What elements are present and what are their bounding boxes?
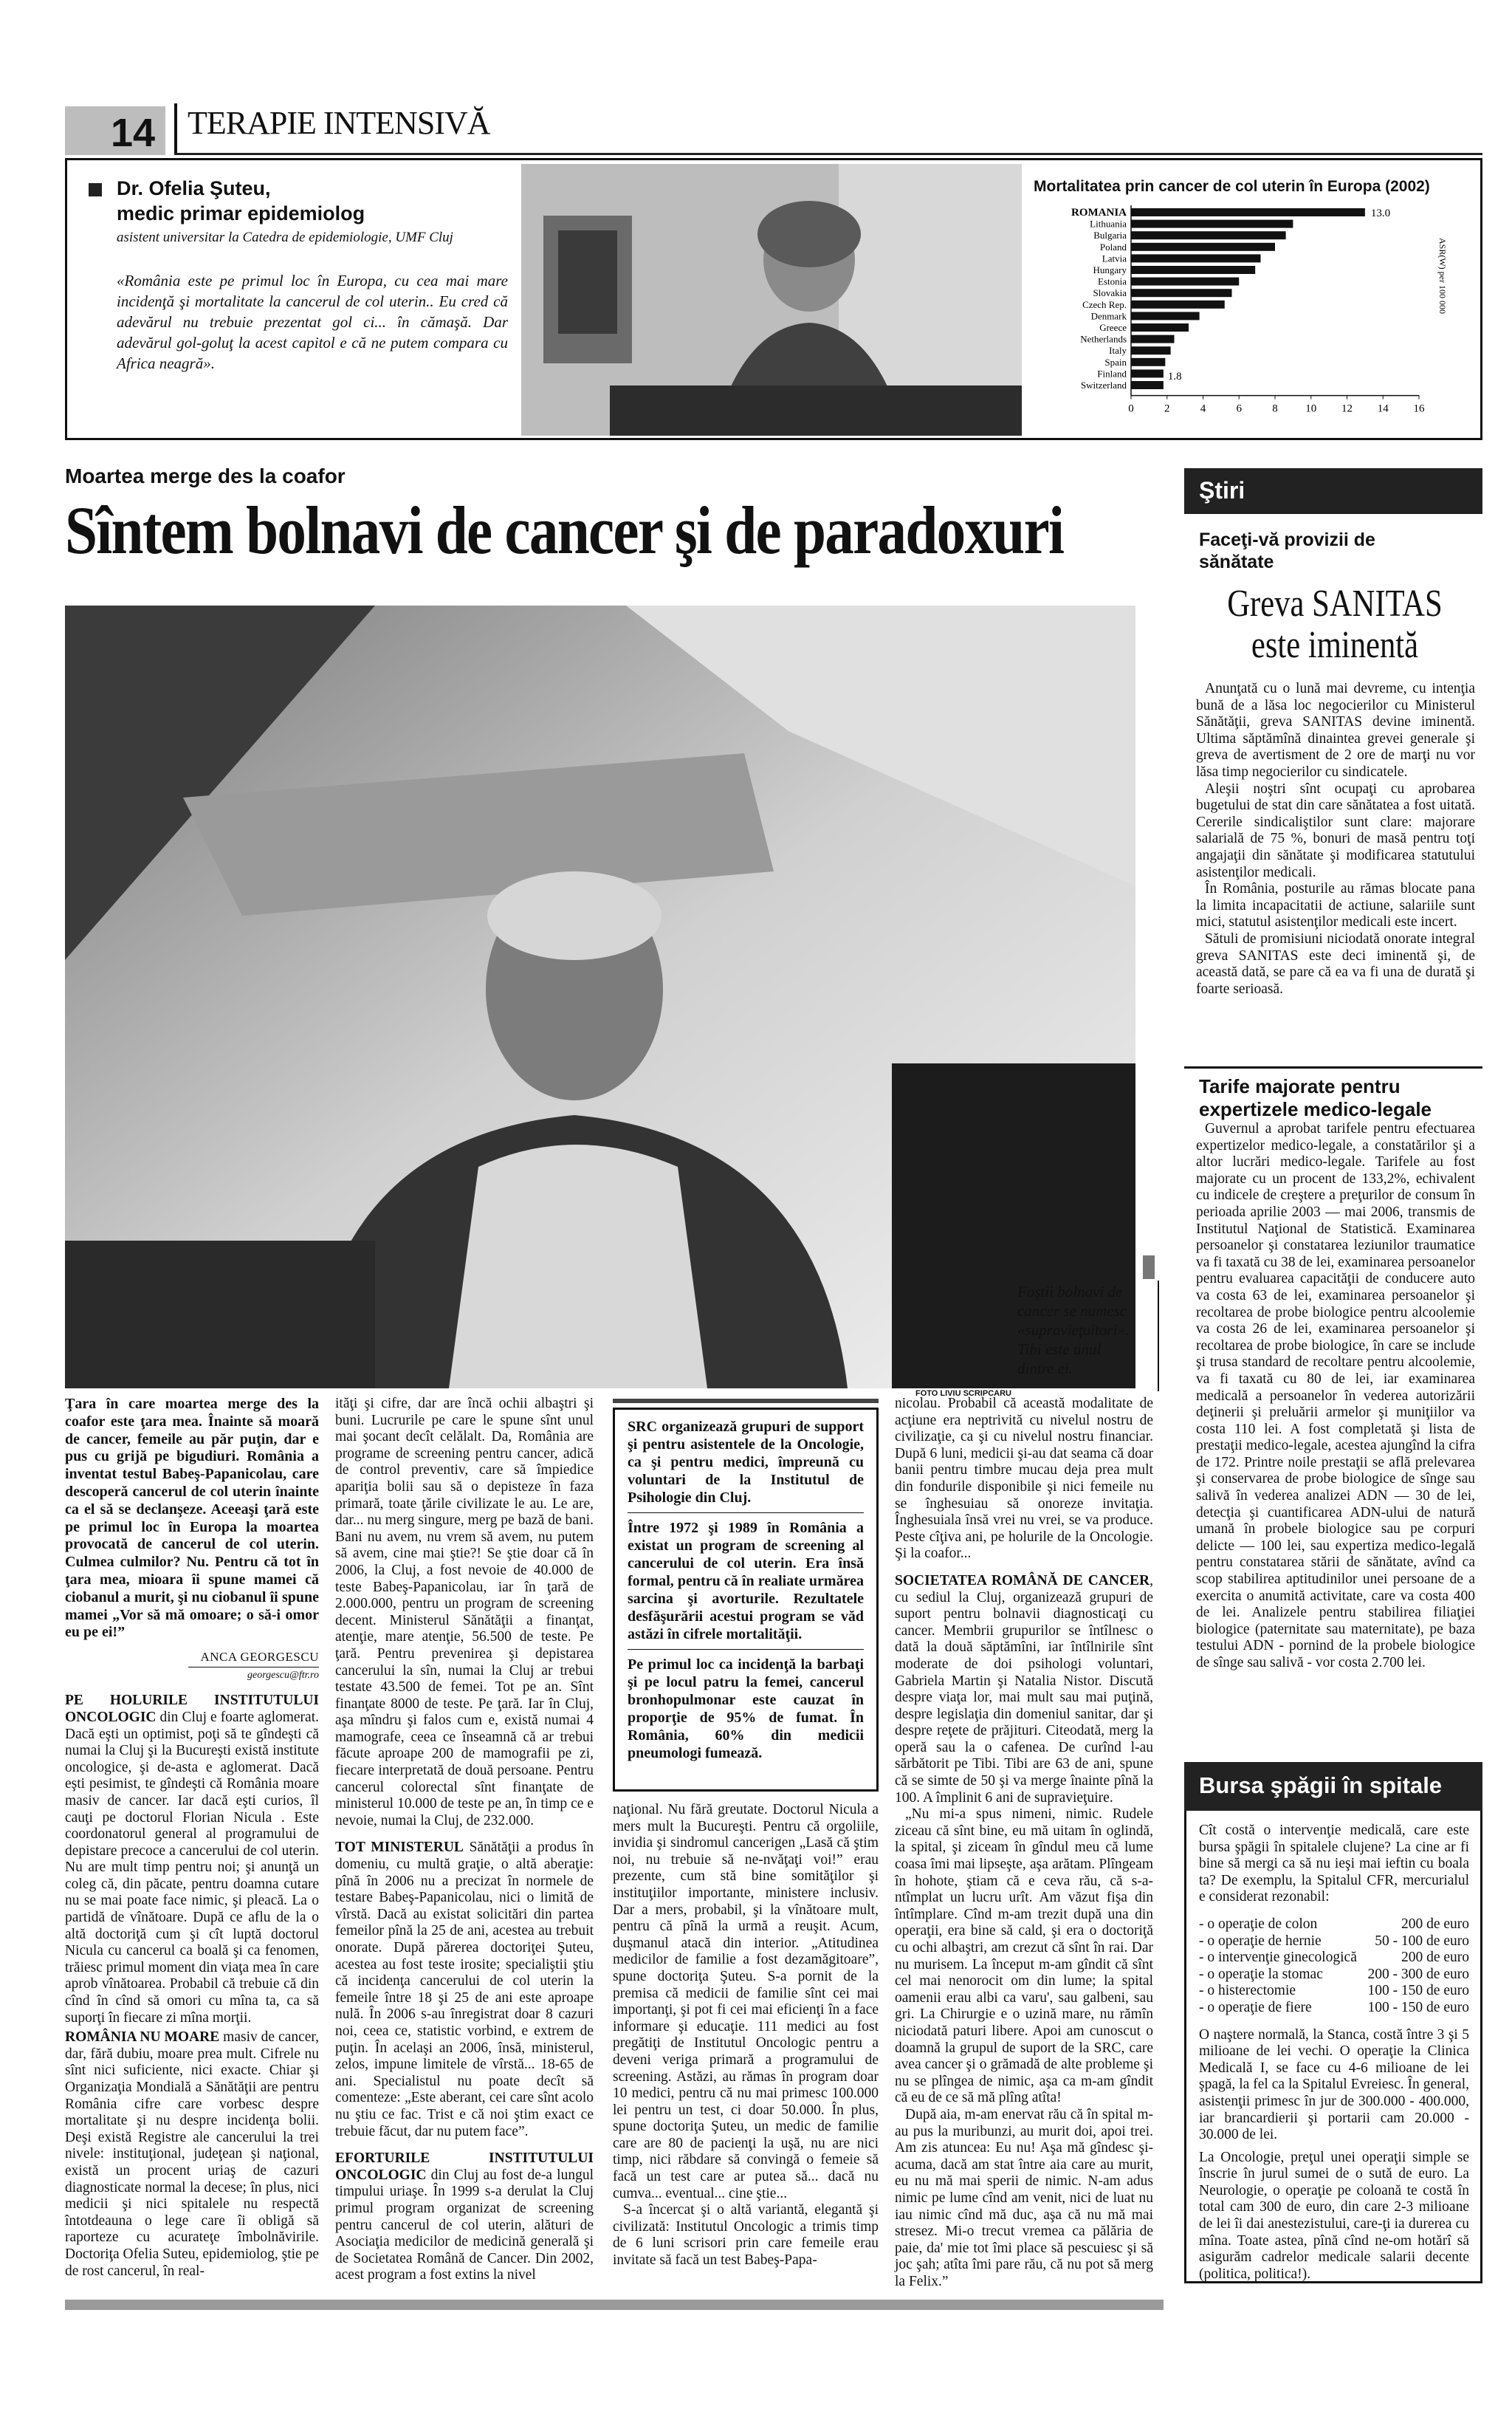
- news2-title: Tarife majorate pentru expertizele medico-legale: [1199, 1075, 1432, 1120]
- chart-bar: [1131, 278, 1239, 286]
- chart-category-label: Lithuania: [1090, 218, 1127, 230]
- chart-category-label: Spain: [1104, 356, 1127, 368]
- facts-box-content: [628, 1418, 864, 1762]
- caption-box: [1135, 1281, 1159, 1391]
- bursa-item: - o operaţie de colon: [1199, 1916, 1318, 1932]
- bursa-price-row: [1199, 1983, 1469, 2000]
- col4-para-3: „Nu mi-a spus nimeni, nimic. Rudele ziceau că sînt bine, eu mă uitam în oglindă, la spital, şi ziceam în gîndul meu că lume coasa îmi mai lipseşte, aşa arătam. Plîngeam în hohote, ştiam că e ceva rău, că s-a-ntîmplat un lucru urît. Am văzut fişa din întîmplare. Cînd m-am trezit după una din operaţii, era bine să cald, şi era o doctoriţă cu ochi albaştri, am crezut că sînt în rai. Dar nu murisem. La început m-am gîndit că sînt cel mai nenorocit om din lume; la spital oamenii erau albi ca varu', sau galbeni, sau gri. La Chirurgie e o uzină mare, nu rămîn niciodată paturi libere. Apoi am cunoscut o doamnă la grupul de suport de la SRC, care avea cancer şi o grămadă de alte probleme şi nu se plîngea de nimic, aşa ca m-am gîndit că eu de ce să mă plîng atîta!: [895, 1806, 1153, 2106]
- chart-bar: [1131, 254, 1261, 262]
- photo-caption: Foştii bolnavi de cancer se numesc «supravieţuitori». Tibi este unul dintre ei.: [1017, 1283, 1130, 1377]
- chart-category-label: Finland: [1097, 368, 1127, 380]
- chart-bar: [1131, 312, 1200, 320]
- chart-bar: [1131, 381, 1164, 389]
- chart-category-label: Poland: [1099, 241, 1127, 253]
- article-col-2: [335, 1396, 594, 2284]
- chart-value-label: 1.8: [1167, 371, 1182, 383]
- article-headline: Sîntem bolnavi de cancer şi de paradoxuri: [65, 493, 1064, 568]
- chart-category-label: Slovakia: [1093, 287, 1127, 299]
- main-photo-illustration: [65, 606, 1135, 1388]
- top-box-marker: [89, 183, 102, 196]
- bursa-price-row: [1199, 1967, 1469, 1984]
- sidebar-section-title: Ştiri: [1199, 477, 1245, 504]
- chart-category-label: Greece: [1099, 322, 1127, 333]
- byline: [65, 1649, 319, 1684]
- news2-body: [1196, 1121, 1475, 1672]
- bursa-price: 100 - 150 de euro: [1367, 1983, 1469, 1999]
- bursa-para-1: O naştere normală, la Stanca, costă între 3 şi 5 milioane de lei vechi. O operaţie la Clinica Medicală I, se face cu 4-6 milioane de lei şpagă, la fel ca la Spitalul Evreiesc. În general, asistenţii primesc în jur de 300.000 - 400.000, iar brancardierii şi portarii cam 20.000 - 30.000 de lei.: [1199, 2026, 1469, 2143]
- article-lead: Ţara în care moartea merge des la coafor este ţara mea. Înainte să moară de cancer, femeile au păr puţin, dar e pus cu grijă pe bigudiuri. România a inventat testul Babeş-Papanicolau, care descoperă cancerul de col uterin înainte ca el să se declanşeze. Aceeaşi ţară este pe primul loc în Europa la moartea provocată de cancerul de col uterin. Culmea culmilor? Nu. Pentru că tot în ţara mea, mioara îi spune mamei că ciobanul a murit, şi nu ciobanul îi spune mamei „Vor să mă omoare; o să-i omor eu pe ei!”: [65, 1396, 319, 1641]
- news1-para-2: Aleşii noştri sînt ocupaţi cu aprobarea bugetului de stat din care sănătatea a fost uitată. Cererile sindicaliştilor sunt clare: majorare salarială de 75 %, bonuri de masă pentru toţi angajaţii din sănătate şi modificarea statutului asistenţilor medicali.: [1196, 781, 1475, 880]
- author-name: ANCA GEORGESCU: [200, 1650, 319, 1665]
- chart-bar: [1131, 220, 1293, 228]
- chart-y-axis-label: ASR(W) per 100 000: [1437, 238, 1448, 314]
- col2-para-2: TOT MINISTERUL Sănătăţii a produs în domeniu, cu multă graţie, o altă aberaţie: pînă în 2006 nu a precizat în normele de testare Babeş-Papanicolau, nici o limită de vîrstă. Dacă au existat solicitări din partea femeilor pînă la 25 de ani, acestea au trebuit onorate. După părerea doctoriţei Şuteu, acestea au fost teste irosite; specialiştii ştiu că incidenţa cancerului de col uterin la femeile între 18 şi 25 de ani este aproape nulă. În 2006 s-au înregistrat doar 8 cazuri noi, ceea ce, statistic vorbind, e extrem de puţin. În acelaşi an 2006, însă, ministerul, zelos, impune limitele de vîrstă... 18-65 de ani. Specialistul nu poate decît să comenteze: „Este aberant, cei care sînt acolo nu ştiu ce fac. Trist e că noi ştim exact ce trebuie făcut, dar nu putem face”.: [335, 1840, 594, 2139]
- chart-bar: [1131, 335, 1175, 343]
- chart-bar: [1131, 358, 1165, 366]
- news1-kicker: Faceţi-vă provizii de sănătate: [1199, 529, 1375, 572]
- news1-body: [1196, 681, 1475, 998]
- col4-para-4: După aia, m-am enervat rău că în spital m-au pus la muribunzi, au murit doi, apoi trei. Am zis atunceа: Eu nu! Aşa mă gîndesc şi-acuma, dacă am stat între aia care au murit, eu nu mă mai sperii de nimic. N-am adus nimic pe lume cînd am venit, nici de luat nu iau nimic cînd mă duc, aşa că nu mă mai stresez. Mi-o trecut vremea ca pălăria de paie, da' mie tot îmi place să pescuiesc şi să joc şah; atîta îmi pare rău, că nu pot să merg la Felix.”: [895, 2106, 1153, 2289]
- facts-box-marker: [613, 1399, 879, 1403]
- chart-bar: [1131, 369, 1164, 377]
- chart-category-label: ROMANIA: [1071, 207, 1127, 219]
- chart-tick-label: 4: [1200, 402, 1206, 415]
- chart-title: Mortalitatea prin cancer de col uterin în Europa (2002): [1034, 178, 1430, 195]
- bursa-price-row: [1199, 1933, 1469, 1950]
- chart-category-label: Switzerland: [1080, 380, 1127, 391]
- col4-para-1: nicolau. Probabil că această modalitate de acţiune era neptrivită cu nivelul nostru de civilizaţie, ca şi cu nivelul nostru financiar. După 6 luni, medicii şi-au dat seama că doar banii pentru timbre mucau deja prea mult din fondurile disponibile şi nici femeile nu se înghesuiau să onoreze invitaţia. Înghesuiala însă vrei nu vrei, se va produce. Peste cîţiva ani, pe holurile de la Oncologie. Şi la coafor...: [895, 1396, 1153, 1562]
- bursa-item: - o operaţie de hernie: [1199, 1933, 1322, 1949]
- fact-1: SRC organizează grupuri de support şi pentru asistentele de la Oncologie, ca şi pentru medici, împreună cu voluntari de la Institutul de Psihologie din Cluj.: [628, 1419, 864, 1506]
- chart-bar: [1131, 266, 1255, 274]
- bursa-item: - o intervenţie ginecologică: [1199, 1950, 1357, 1966]
- news1-title: Greva SANITAS este iminentă: [1227, 583, 1443, 666]
- article-col-4: [895, 1396, 1153, 2290]
- chart-tick-label: 12: [1341, 402, 1353, 415]
- bursa-price: 200 - 300 de euro: [1367, 1966, 1469, 1982]
- author-email: georgescu@ftr.ro: [188, 1667, 319, 1684]
- chart-category-label: Hungary: [1093, 264, 1127, 275]
- chart-category-label: Italy: [1109, 345, 1127, 357]
- chart-bar: [1131, 289, 1232, 297]
- chart-bar: [1131, 301, 1225, 309]
- expert-photo-illustration: [521, 164, 1022, 436]
- expert-role: medic primar epidemiolog: [117, 202, 365, 224]
- header-rule: [174, 153, 1482, 155]
- expert-photo: [521, 164, 1022, 436]
- section-title: TERAPIE INTENSIVĂ: [188, 105, 490, 141]
- bursa-price: 100 - 150 de euro: [1367, 1999, 1469, 2015]
- chart-category-label: Latvia: [1102, 253, 1127, 264]
- chart-tick-label: 8: [1272, 402, 1278, 415]
- mortality-chart: [1034, 199, 1477, 436]
- fact-3: Pe primul loc ca incidenţă la barbaţi şi pe locul patru la femei, cancerul bronhopulmonar este cauzat în proporţie de 95% de fumat. În România, 60% din medicii pneumologi fumează.: [628, 1656, 864, 1761]
- article-col-1: [65, 1396, 319, 2280]
- bursa-price: 200 de euro: [1401, 1916, 1469, 1932]
- col1-para-2: ROMÂNIA NU MOARE masiv de cancer, dar, fără dubiu, moare prea mult. Cifrele nu sînt nici suficiente, nici exacte. Chiar şi Organizaţia Mondială a Sănătăţii are pentru România cifre care vorbesc despre mortalitate şi nu despre incidenţa bolii. Deşi există Registre ale cancerului la trei nivele: instituţional, judeţean şi naţional, există un procent uriaş de cazuri diagnosticate normal la decese; în plus, nici medicii şi nici spitalele nu respectă întotdeauna o lege care îi obligă să raporteze cu acurateţe îmbolnăvirile. Doctoriţa Ofelia Suteu, epidemiolog, ştie pe de rost cancerul, în real-: [65, 2029, 319, 2279]
- expert-affiliation: asistent universitar la Catedra de epidemiologie, UMF Cluj: [117, 230, 453, 245]
- photo-credit: FOTO LIVIU SCRIPCARU: [915, 1389, 1011, 1398]
- bursa-para-2: La Oncologie, preţul unei operaţii simple se înscrie în jurul sumei de o sută de euro. La Neurologie, o operaţie pe coloană te costă în total cam 300 de euro, din care 2-3 milioane de lei îi dai anestezistului, care-ţi ia durerea cu mîna. Toate astea, pînă cînd ne-om hotărî să asigurăm cadrelor medicale salarii decente (politica, politica!).: [1199, 2149, 1469, 2282]
- sidebar-divider-1: [1184, 1066, 1482, 1069]
- chart-tick-label: 2: [1164, 402, 1170, 415]
- bottom-rule: [65, 2300, 1164, 2310]
- chart-bar: [1131, 346, 1171, 354]
- news1-para-3: În România, posturile au rămas blocate pana la limita incapacitatii de actiune, salariile sunt mici, statutul asistenţilor medicali este incert.: [1196, 881, 1475, 930]
- bursa-item: - o histerectomie: [1199, 1983, 1296, 1999]
- expert-name: Dr. Ofelia Şuteu,: [117, 177, 271, 199]
- bursa-price-row: [1199, 1950, 1469, 1967]
- header-divider: [174, 103, 177, 155]
- chart-category-label: Bulgaria: [1093, 230, 1127, 241]
- chart-tick-label: 10: [1305, 402, 1317, 415]
- chart-bar: [1131, 323, 1189, 332]
- chart-bar: [1131, 243, 1275, 251]
- article-kicker: Moartea merge des la coafor: [65, 465, 346, 487]
- main-photo: [65, 606, 1135, 1388]
- expert-quote: «România este pe primul loc în Europa, cu cea mai mare incidenţă şi mortalitate la cancerul de col uterin.. Eu cred că adevărul nu trebuie prezentat gol ci... în cămaşă. Dar adevărul gol-goluţ la acest capitol e că ne putem compara cu Africa neagră».: [117, 272, 508, 372]
- chart-bar: [1131, 231, 1286, 239]
- news2-para-1: Guvernul a aprobat tarifele pentru efectuarea expertizelor medico-legale, a constatărilor şi a altor lucrări medico-legale. Tarifele au fost majorate cu un procent de 133,2%, echivalent cu indicele de creştere a preţurilor de consum în perioada aprilie 2003 — mai 2006, transmis de Institutul Naţional de Statistică. Examinarea persoanelor şi constatarea leziunilor traumatice va fi taxată cu 38 de lei, examinarea persoanelor pentru evaluarea capacităţii de conducere auto va costa 63 de lei, examinarea persoanelor şi recoltarea de probe biologice pentru alcoolemie va costa 26 de lei, examinarea persoanelor şi recoltarea de probe biologice, în care se include şi trusa standard de recoltare pentru alcoolemie, va fi taxată cu 80 de lei, iar examinarea medicală a persoanelor în vederea autorizării deţinerii şi preluării armelor şi muniţiilor va costa 110 lei. A fost completată şi lista de prestaţii medico-legale, acestea ajungînd la cifra de 172. Printre noile prestaţii se află prelevarea şi conservarea de probe biologice de sînge sau salivă în vederea analizei ADN — 30 de lei, detecţia şi cuantificarea ADN-ului de natură umană în probele biologice sau pe corpuri delicte — 100 lei, sau expertiza medico-legală pentru constatarea stării de sănătate, avînd ca scop stabilirea aptitudinilor unei persoane de a exercita o anumită activitate, care va costa 400 de lei. Analizele pentru stabilirea filiaţiei biologice (paternitate sau maternitate), pe baza testului ADN - pornind de la probele biologice de sînge sau salivă - vor costa 2.700 lei.: [1196, 1121, 1475, 1670]
- bursa-body: [1199, 1823, 1469, 2283]
- chart-tick-label: 6: [1236, 402, 1242, 415]
- bursa-price-row: [1199, 2000, 1469, 2017]
- bursa-title: Bursa şpăgii în spitale: [1199, 1772, 1443, 1798]
- bursa-price: 200 de euro: [1401, 1950, 1469, 1966]
- article-col-3: [613, 1802, 879, 2269]
- chart-category-label: Estonia: [1098, 275, 1127, 287]
- col4-para-2: SOCIETATEA ROMÂNĂ DE CANCER, cu sediul la Cluj, organizează grupuri de suport pentru bolnavii diagnosticaţi cu cancer. Membrii grupurilor se întîlnesc o dată la două săptămîni, iar întîlnirile sînt moderate de doi psihologi voluntari, Gabriela Martin şi Natalia Nistor. Discută despre viaţa lor, mai mult sau mai puţină, despre legislaţia din domeniul sanitar, dar şi despre reţete de prăjituri. Citeodată, merg la operă sau la o cafenea. De curînd l-au sărbătorit pe Tibi. Tibi are 63 de ani, spune că se simte de 50 şi va merge înainte pînă la 100. A împlinit 6 ani de supravieţuire.: [895, 1572, 1153, 1806]
- col3-para-1: naţional. Nu fără greutate. Doctorul Nicula a mers mult la Bucureşti. Pentru că orgoliile, invidia şi sindromul cancerigen „Lasă că ştim noi, nu trebuie să ne-nvăţaţi voi!” erau prezente, cum stă bine somităţilor şi instituţiilor importante, ministere inclusiv. Dar a mers, probabil, şi la vînătoare mult, pentru că pînă la urmă a reuşit. Acum, duşmanul atacă din interior. „Atitudinea medicilor de familie a fost dezamăgitoare”, spune doctoriţa Şuteu. S-a pornit de la premisa că medicii de familie sînt cei mai importanţi, şi pot fi cei mai eficienţi în a face informare şi educaţie. 111 medici au fost pregătiţi de Institutul Oncologic pentru a deveni veriga primară a programului de screening. Astăzi, au rămas în program doar 10 medici, pentru că nu mai primesc 100.000 lei pentru un test, ci doar 50.000. În plus, spune doctoriţa Şuteu, un medic de familie care are 80 de pacienţi la uşă, nu are nici timp, nici răbdare să convingă o femeie să facă un test care ar putea să... dacă nu cumva... eventual... cine ştie...: [613, 1802, 879, 2201]
- bursa-item: - o operaţie de fiere: [1199, 1999, 1312, 2015]
- page-number: 14: [111, 111, 156, 155]
- chart-category-label: Netherlands: [1080, 333, 1127, 345]
- col2-para-3: EFORTURILE INSTITUTULUI ONCOLOGIC din Cluj au fost de-a lungul timpului uriaşe. În 1999 s-a derulat la Cluj primul program organizat de screening pentru cancerul de col uterin, alături de Asociaţia medicilor de medicină generală şi de Societatea Română de Cancer. Din 2002, acest program a fost extins la nivel: [335, 2150, 594, 2283]
- chart-bar: [1131, 208, 1365, 216]
- news1-para-4: Sătuli de promisiuni niciodată onorate integral greva SANITAS este deci iminentă şi, de această dată, se pare că ea va fi una de durată şi foarte serioasă.: [1196, 930, 1475, 997]
- chart-value-label: 13.0: [1370, 208, 1391, 219]
- bursa-item: - o operaţie la stomac: [1199, 1966, 1323, 1982]
- bursa-price-list: [1199, 1916, 1469, 2017]
- col1-para-1: PE HOLURILE INSTITUTULUI ONCOLOGIC din Cluj e foarte aglomerat. Dacă eşti un optimist, poţi să te gîndeşti că numai la Cluj şi la Bucureşti există institute oncologice, şi de-asta e aglomerat. Dacă eşti pesimist, te gîndeşti că România moare masiv de cancer. Iar dacă eşti curios, îl cauţi pe doctorul Florian Nicula . Este coordonatorul general al programului de depistare precoce a cancerului de col uterin. Nu are mult timp pentru noi; şi anunţă un coleg că, din păcate, pentru doamna cutare nu se mai poate face nimic, şi pleacă. La o partidă de vînătoare. După ce aflu de la o altă doctoriţă cum şi cît luptă doctorul Nicula cu cancerul ca boală şi ca fenomen, trăiesc primul moment din viaţa mea în care aprob vînătoarea. Probabil că trebuie că din cînd în cînd să omori cu mîna ta, ca să suporţi în fiecare zi mîna morţii.: [65, 1693, 319, 2026]
- bursa-price-row: [1199, 1916, 1469, 1933]
- chart-category-label: Denmark: [1090, 310, 1127, 322]
- caption-marker: [1143, 1255, 1155, 1279]
- chart-category-label: Czech Rep.: [1082, 298, 1127, 310]
- chart-tick-label: 16: [1413, 402, 1425, 415]
- col2-para-1: ităţi şi cifre, dar are încă ochii albaştri şi buni. Lucrurile pe care le spune sînt unul mai şocant decît celălalt. Da, România are programe de screening pentru cancer, adică de control preventiv, care să împiedice apariţia bolii sau să o depisteze în faza primară, toate ţările civilizate le au. Le are, dar... nu merg singure, merg pe bază de bani. Bani nu avem, nu vrem să avem, nu putem să avem, cine mai ştie?! Se ştie doar că în 2006, la Cluj, a fost nevoie de 40.000 de teste Babeş-Papanicolau, iar în ţară de 2.000.000, pentru un program de screening decent. Ministerul Sănătăţii a finanţat, atenţie, mare atenţie, 56.500 de teste. Pe ţară. Pentru prevenirea şi depistarea cancerului la sîn, numai la Cluj ar trebui testate 43.500 de femei. Tot pe an. Sînt finanţate 8000 de teste. Pe ţară. Iar în Cluj, aşa mîndru şi falos cum e, există numai 4 mamografe, ceea ce înseamnă că ar trebui făcute aproape 200 de mamografii pe zi, fiecare interpretată de două persoane. Pentru cancerul colorectal sînt finanţate de ministerul 10.000 de teste pe an, în timp ce e nevoie, numai la Cluj, de 232.000.: [335, 1396, 594, 1828]
- bursa-price: 50 - 100 de euro: [1375, 1933, 1469, 1949]
- fact-2: Între 1972 şi 1989 în România a existat un program de screening al cancerului de col uterin. Era însă formal, pentru că în realiate urmărea sarcina şi avorturile. Rezultatele desfăşurării acestui program se văd astăzi în cifrele mortalităţii.: [628, 1520, 864, 1642]
- chart-tick-label: 14: [1377, 402, 1389, 415]
- chart-tick-label: 0: [1128, 402, 1134, 415]
- news1-para-1: Anunţată cu o lună mai devreme, cu intenţia bună de a lăsa loc negocierilor cu Ministerul Sănătăţii, greva SANITAS devine iminentă. Ultima săptămînă dinaintea grevei generale şi greva de avertisment de 2 ore de marţi nu vor lăsa timp negocierilor cu sindicatele.: [1196, 681, 1475, 780]
- bursa-intro: Cît costă o intervenţie medicală, care este bursa şpăgii în spitalele clujene? La cine ar fi bine să mergi ca să nu ieşi mai ieftin cu boala ta? De exemplu, la Spitalul CFR, mercurialul e considerat rezonabil:: [1199, 1823, 1469, 1905]
- col3-para-2: S-a încercat şi o altă variantă, elegantă şi civilizată: Institutul Oncologic a trimis timp de 6 luni scrisori prin care femeile erau invitate să facă un test Babeş-Papa-: [613, 2202, 879, 2269]
